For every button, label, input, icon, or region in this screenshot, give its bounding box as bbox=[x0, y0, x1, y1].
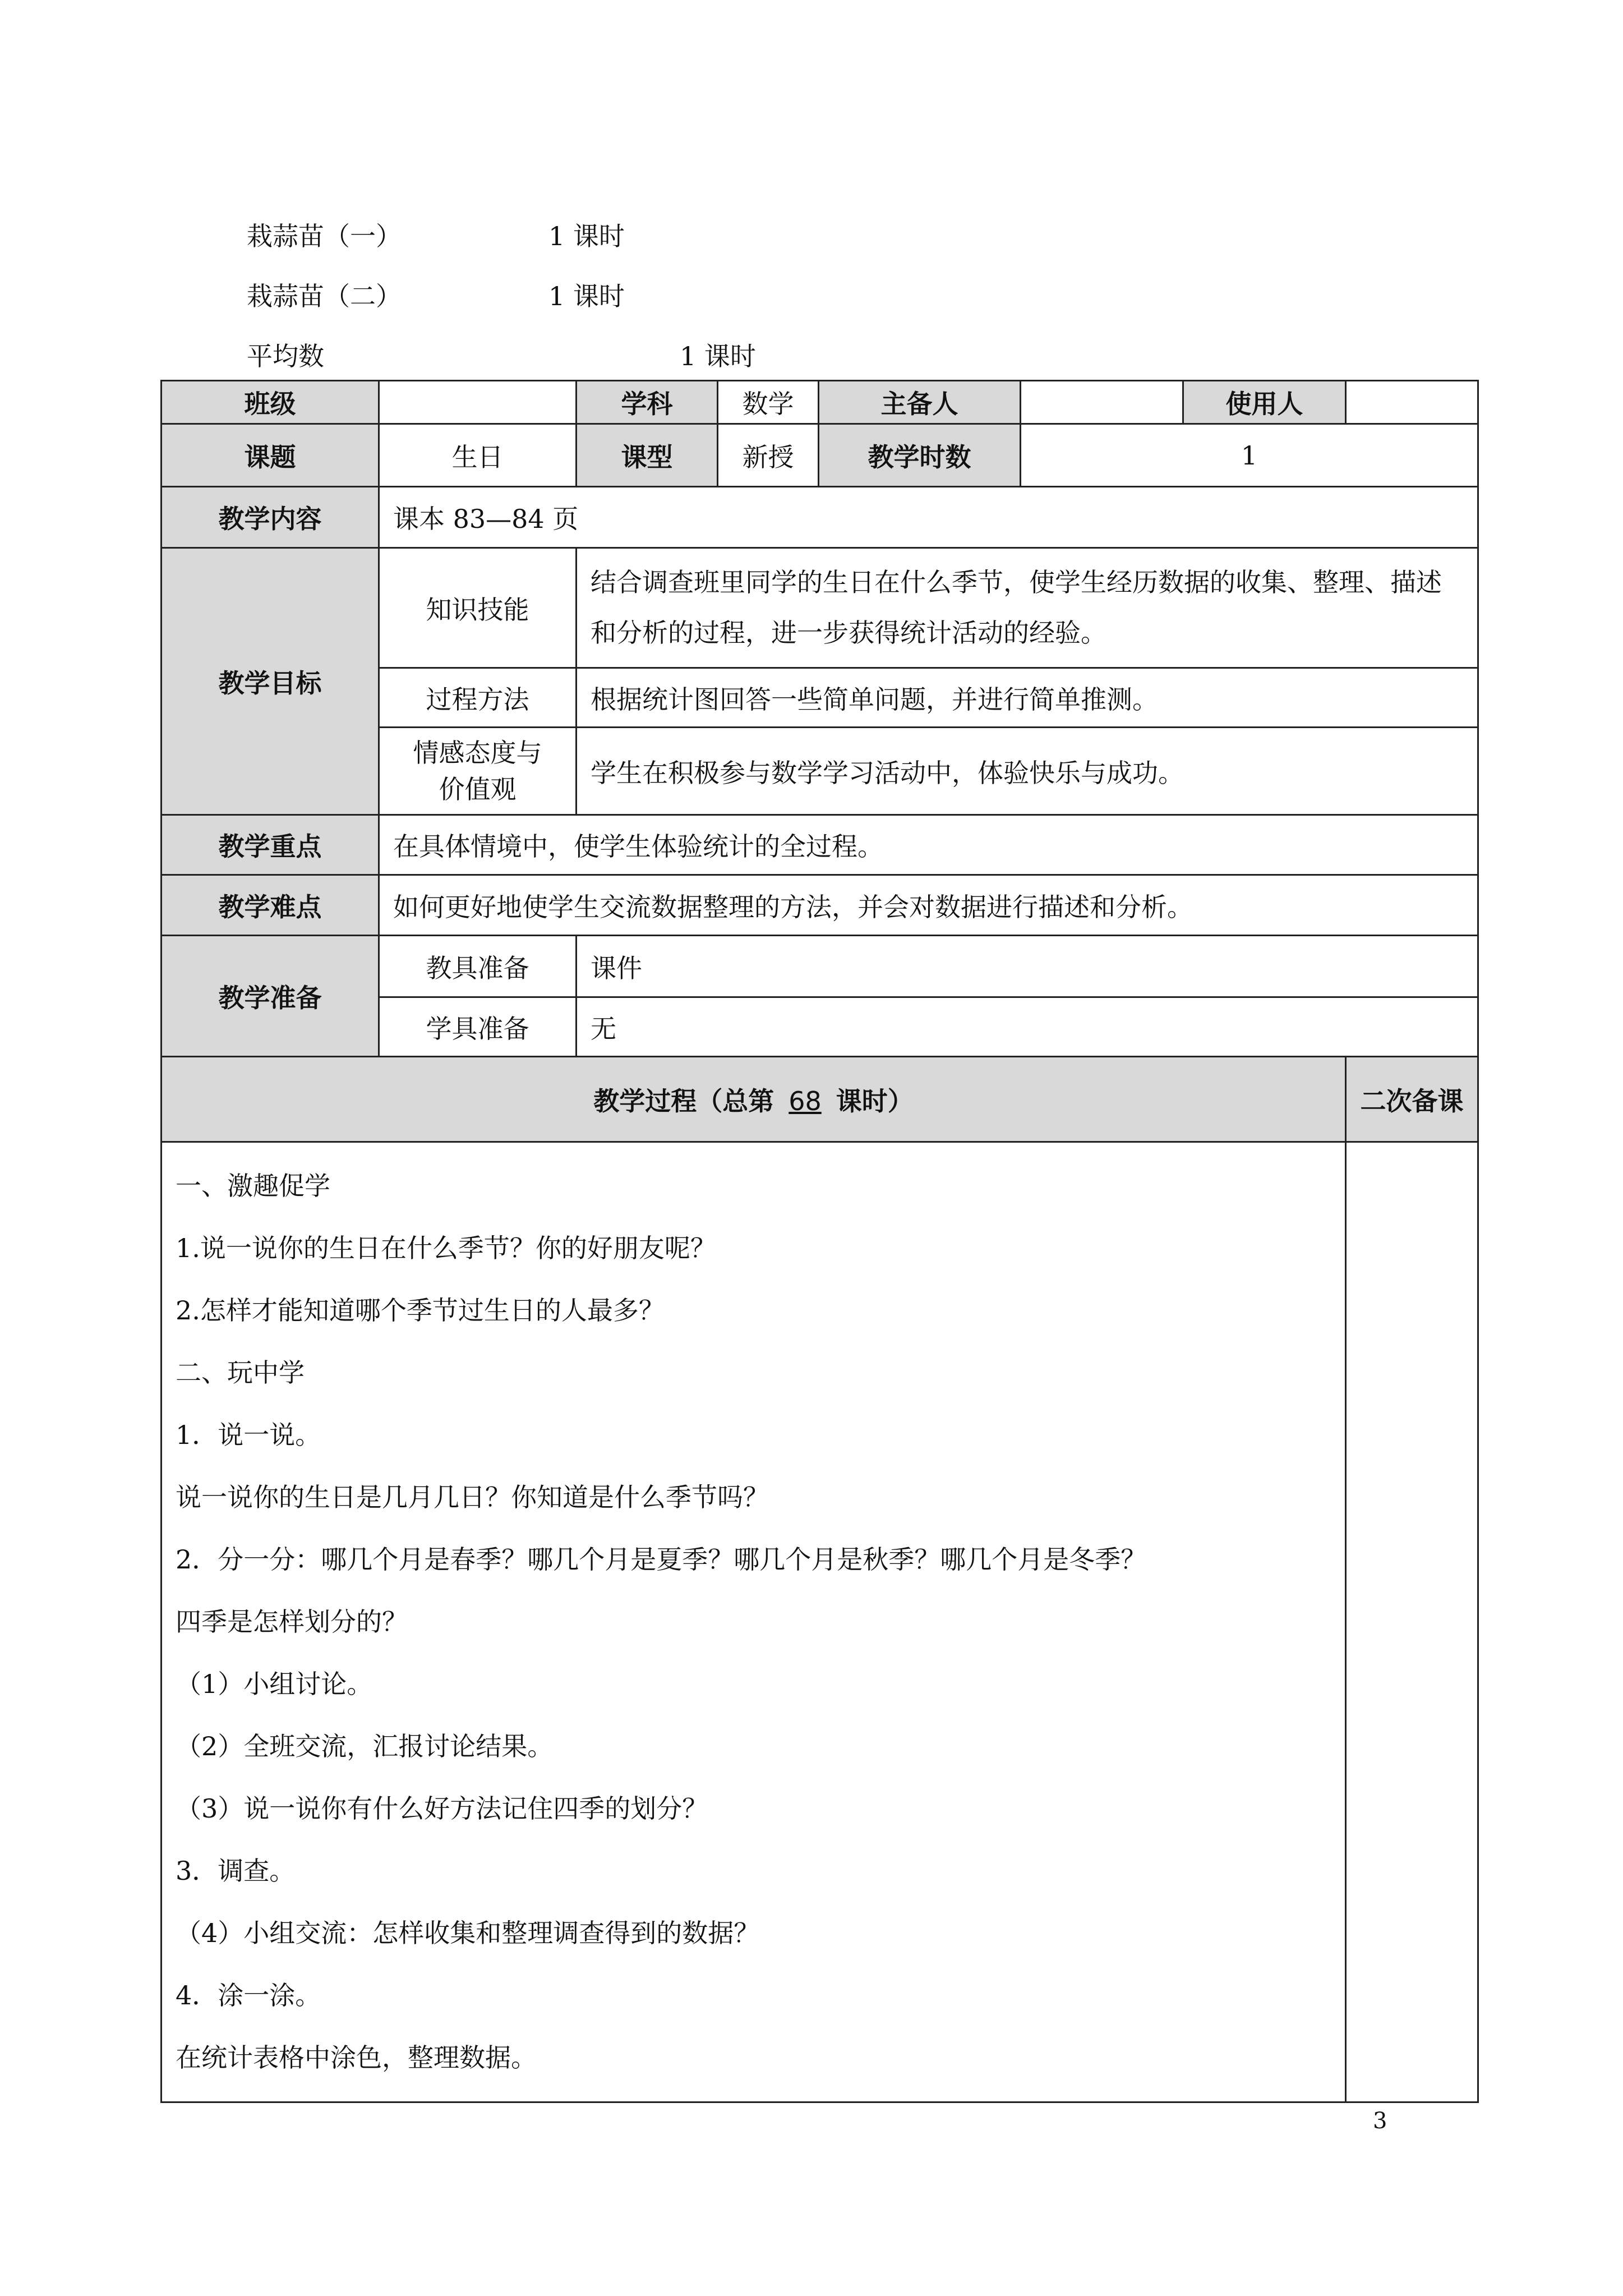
intro-hours-3: 1 课时 bbox=[680, 341, 756, 371]
student-prep-value: 无 bbox=[577, 997, 1478, 1057]
user-value bbox=[1346, 381, 1478, 424]
process-content bbox=[162, 1142, 1346, 2102]
subject-label: 学科 bbox=[577, 381, 718, 424]
process-line: 1.说一说你的生日在什么季节？你的好朋友呢？ bbox=[176, 1233, 716, 1263]
teaching-hours-label: 教学时数 bbox=[819, 424, 1021, 487]
key-point-text: 在具体情境中，使学生体验统计的全过程。 bbox=[379, 815, 1478, 875]
total-lesson-number: 68 bbox=[789, 1085, 822, 1116]
intro-title-1: 栽蒜苗（一） bbox=[247, 221, 402, 251]
preparation-label: 教学准备 bbox=[162, 936, 379, 1057]
topic-row bbox=[162, 424, 1478, 487]
subject-value: 数学 bbox=[718, 381, 819, 424]
preparer-value bbox=[1021, 381, 1183, 424]
process-line: （2）全班交流，汇报讨论结果。 bbox=[176, 1731, 554, 1761]
process-title-suffix: 课时） bbox=[836, 1085, 914, 1116]
teacher-prep-value: 课件 bbox=[577, 936, 1478, 997]
user-label: 使用人 bbox=[1183, 381, 1346, 424]
process-line: 4．涂一涂。 bbox=[176, 1980, 321, 2010]
key-point-row bbox=[162, 815, 1478, 875]
lesson-plan-table bbox=[160, 380, 1479, 2103]
process-line: 一、激趣促学 bbox=[176, 1171, 330, 1201]
intro-title-2: 栽蒜苗（二） bbox=[247, 281, 402, 311]
prep-teacher-row bbox=[162, 936, 1478, 997]
difficulty-label: 教学难点 bbox=[162, 875, 379, 936]
process-line: （3）说一说你有什么好方法记住四季的划分？ bbox=[176, 1793, 708, 1824]
content-row bbox=[162, 487, 1478, 548]
objective-label-attitude: 情感态度与价值观 bbox=[379, 728, 577, 815]
objectives-label: 教学目标 bbox=[162, 548, 379, 815]
process-line: （1）小组讨论。 bbox=[176, 1669, 373, 1699]
key-point-label: 教学重点 bbox=[162, 815, 379, 875]
process-line: 2．分一分：哪几个月是春季？哪几个月是夏季？哪几个月是秋季？哪几个月是冬季？ bbox=[176, 1544, 1147, 1575]
intro-hours-1: 1 课时 bbox=[548, 221, 625, 251]
topic-label: 课题 bbox=[162, 424, 379, 487]
objective-row-knowledge bbox=[162, 548, 1478, 668]
secondary-prep-notes bbox=[1346, 1142, 1478, 2102]
process-line: 1．说一说。 bbox=[176, 1420, 321, 1450]
objective-text-attitude: 学生在积极参与数学学习活动中，体验快乐与成功。 bbox=[577, 728, 1478, 815]
preparer-label: 主备人 bbox=[819, 381, 1021, 424]
process-line: 二、玩中学 bbox=[176, 1358, 305, 1388]
process-line: 3．调查。 bbox=[176, 1856, 296, 1886]
lesson-type-value: 新授 bbox=[718, 424, 819, 487]
objective-label-knowledge: 知识技能 bbox=[379, 548, 577, 668]
secondary-prep-label: 二次备课 bbox=[1346, 1057, 1478, 1142]
objective-text-knowledge: 结合调查班里同学的生日在什么季节，使学生经历数据的收集、整理、描述和分析的过程，进一步获得统计活动的经验。 bbox=[577, 548, 1478, 668]
student-prep-label: 学具准备 bbox=[379, 997, 577, 1057]
process-header-row bbox=[162, 1057, 1478, 1142]
difficulty-text: 如何更好地使学生交流数据整理的方法，并会对数据进行描述和分析。 bbox=[379, 875, 1478, 936]
objective-text-process: 根据统计图回答一些简单问题，并进行简单推测。 bbox=[577, 668, 1478, 728]
process-line: 四季是怎样划分的？ bbox=[176, 1607, 408, 1637]
header-row bbox=[162, 381, 1478, 424]
content-value: 课本 83—84 页 bbox=[379, 487, 1478, 548]
page-number: 3 bbox=[1373, 2108, 1387, 2134]
teaching-hours-value: 1 bbox=[1021, 424, 1478, 487]
process-title-prefix: 教学过程（总第 bbox=[593, 1085, 774, 1116]
process-title bbox=[162, 1057, 1346, 1142]
class-label: 班级 bbox=[162, 381, 379, 424]
content-label: 教学内容 bbox=[162, 487, 379, 548]
objective-label-process: 过程方法 bbox=[379, 668, 577, 728]
class-value bbox=[379, 381, 577, 424]
intro-title-3: 平均数 bbox=[247, 341, 324, 371]
teacher-prep-label: 教具准备 bbox=[379, 936, 577, 997]
process-line: （4）小组交流：怎样收集和整理调查得到的数据？ bbox=[176, 1918, 760, 1948]
difficulty-row bbox=[162, 875, 1478, 936]
process-line: 说一说你的生日是几月几日？你知道是什么季节吗？ bbox=[176, 1482, 769, 1512]
process-line: 2.怎样才能知道哪个季节过生日的人最多？ bbox=[176, 1295, 665, 1326]
topic-value: 生日 bbox=[379, 424, 577, 487]
intro-hours-2: 1 课时 bbox=[548, 281, 625, 311]
lesson-type-label: 课型 bbox=[577, 424, 718, 487]
process-body-row bbox=[162, 1142, 1478, 2102]
process-line: 在统计表格中涂色，整理数据。 bbox=[176, 2042, 537, 2073]
